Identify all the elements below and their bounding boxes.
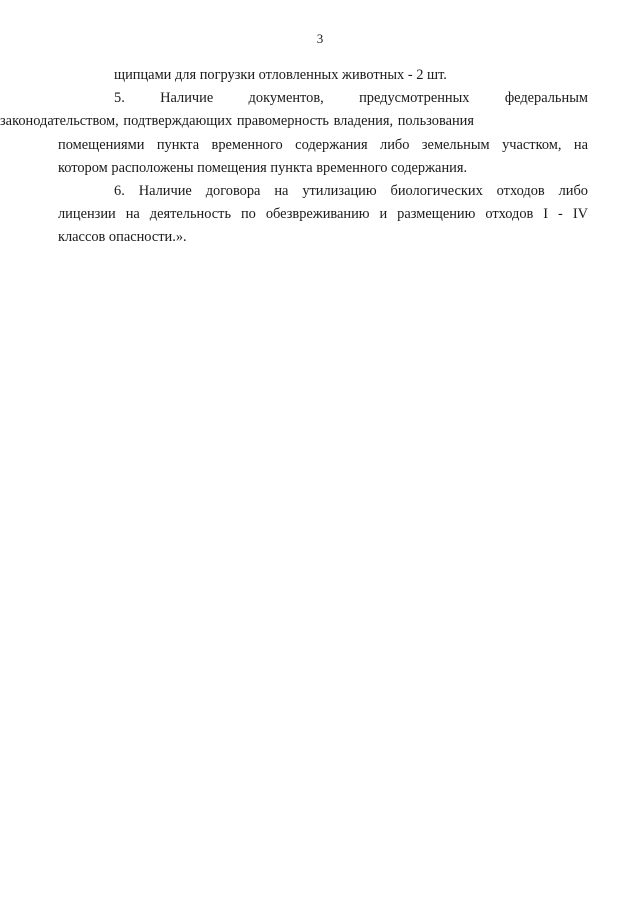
text-line: законодательством, подтверждающих правомерность владения, пользования (0, 113, 474, 130)
word: предусмотренных (359, 90, 470, 107)
text-line: классов опасности.». (58, 229, 187, 246)
text-line: котором расположены помещения пункта временного содержания. (58, 159, 468, 176)
text-line: щипцами для погрузки отловленных животных - 2 шт. (114, 67, 447, 83)
item-number: 5. (114, 90, 125, 107)
text-line-first (114, 87, 588, 110)
paragraph-item-6 (0, 180, 640, 250)
document-body (0, 64, 640, 250)
page-number: 3 (316, 31, 324, 46)
text-line: лицензии на деятельность по обезвреживанию и размещению отходов I - IV (58, 206, 588, 223)
paragraph-item-5 (0, 87, 640, 180)
word: Наличие (160, 90, 214, 107)
text-line: помещениями пункта временного содержания либо земельным участком, на (58, 136, 588, 153)
paragraph-continuation (0, 64, 640, 87)
word: документов, (248, 90, 324, 107)
word: федеральным (504, 90, 588, 107)
text-line-first: 6. Наличие договора на утилизацию биологических отходов либо (114, 183, 588, 200)
